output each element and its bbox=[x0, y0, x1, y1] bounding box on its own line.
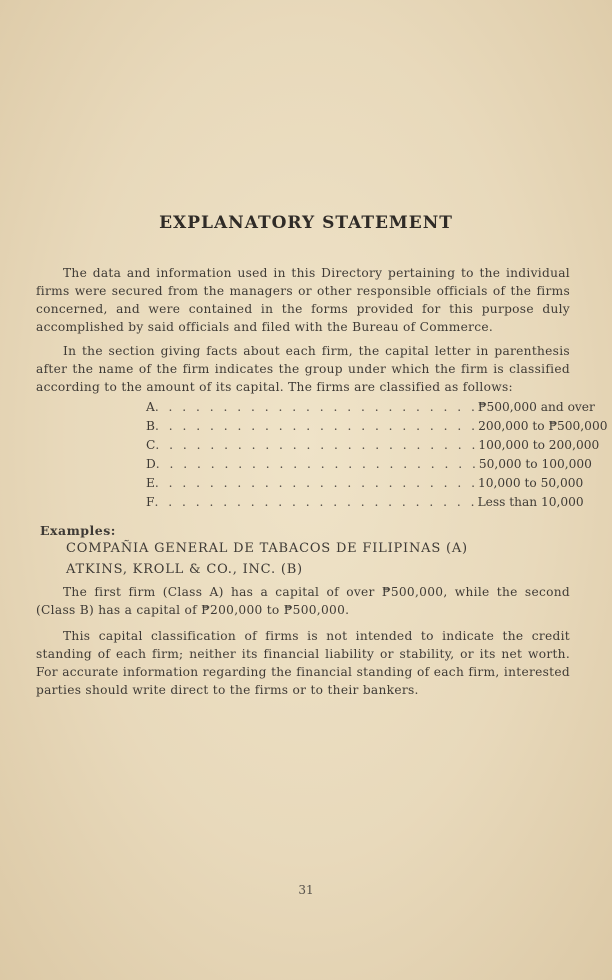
class-range: ₱500,000 and over bbox=[477, 400, 595, 414]
example-item-1: COMPAÑIA GENERAL DE TABACOS DE FILIPINAS (A) bbox=[66, 541, 468, 556]
class-letter: F bbox=[146, 495, 155, 509]
examples-explanation bbox=[36, 583, 570, 619]
leader-dots: . . . . . . . . . . . . . . . . . . . . . . . . bbox=[154, 495, 478, 509]
closing-paragraph bbox=[36, 627, 570, 699]
leader-dots: . . . . . . . . . . . . . . . . . . . . . . . . bbox=[155, 457, 479, 471]
closing-text: This capital classification of firms is not intended to indicate the credit standing of each firm; neither its financial liability or stability, or its net worth. For accurate information regarding the financial standing of each firm, interested parties should write direct to the firms or to their bankers. bbox=[36, 629, 570, 697]
class-row-b bbox=[146, 417, 608, 436]
class-letter: C bbox=[146, 438, 156, 452]
class-letter: E bbox=[146, 476, 155, 490]
class-range: 200,000 to ₱500,000 bbox=[478, 419, 608, 433]
explanation-text: The first firm (Class A) has a capital of over ₱500,000, while the second (Class B) has a capital of ₱200,000 to ₱500,000. bbox=[36, 585, 570, 617]
leader-dots: . . . . . . . . . . . . . . . . . . . . . . . . bbox=[154, 400, 478, 414]
class-letter: D bbox=[146, 457, 156, 471]
class-letter: A bbox=[146, 400, 155, 414]
leader-dots: . . . . . . . . . . . . . . . . . . . . . . . . bbox=[154, 419, 479, 433]
class-row-c bbox=[146, 436, 600, 455]
leader-dots: . . . . . . . . . . . . . . . . . . . . . . . . bbox=[155, 438, 479, 452]
section-paragraph bbox=[36, 342, 570, 396]
class-row-f bbox=[146, 493, 584, 512]
class-row-d bbox=[146, 455, 592, 474]
class-range: 10,000 to 50,000 bbox=[478, 476, 584, 490]
section-text: In the section giving facts about each firm, the capital letter in parenthesis after the name of the firm indicates the group under which the firm is classified according to the amount of its capital. The firms are classified as follows: bbox=[36, 344, 570, 394]
class-range: Less than 10,000 bbox=[477, 495, 584, 509]
page-title: EXPLANATORY STATEMENT bbox=[159, 213, 453, 233]
class-row-e bbox=[146, 474, 584, 493]
class-range: 100,000 to 200,000 bbox=[478, 438, 600, 452]
page-number: 31 bbox=[298, 883, 314, 897]
class-row-a bbox=[146, 398, 595, 417]
example-item-2: ATKINS, KROLL & CO., INC. (B) bbox=[66, 562, 303, 577]
intro-text: The data and information used in this Directory pertaining to the individual firms were secured from the managers or other responsible officials of the firms concerned, and were contained in the forms provided for this purpose duly accomplished by said officials and filed with the Bureau of Commerce. bbox=[36, 266, 570, 334]
capital-classification-list bbox=[146, 398, 608, 512]
class-letter: B bbox=[146, 419, 155, 433]
class-range: 50,000 to 100,000 bbox=[478, 457, 592, 471]
intro-paragraph bbox=[36, 264, 570, 336]
examples-heading: Examples: bbox=[40, 523, 116, 538]
leader-dots: . . . . . . . . . . . . . . . . . . . . . . . . bbox=[154, 476, 478, 490]
